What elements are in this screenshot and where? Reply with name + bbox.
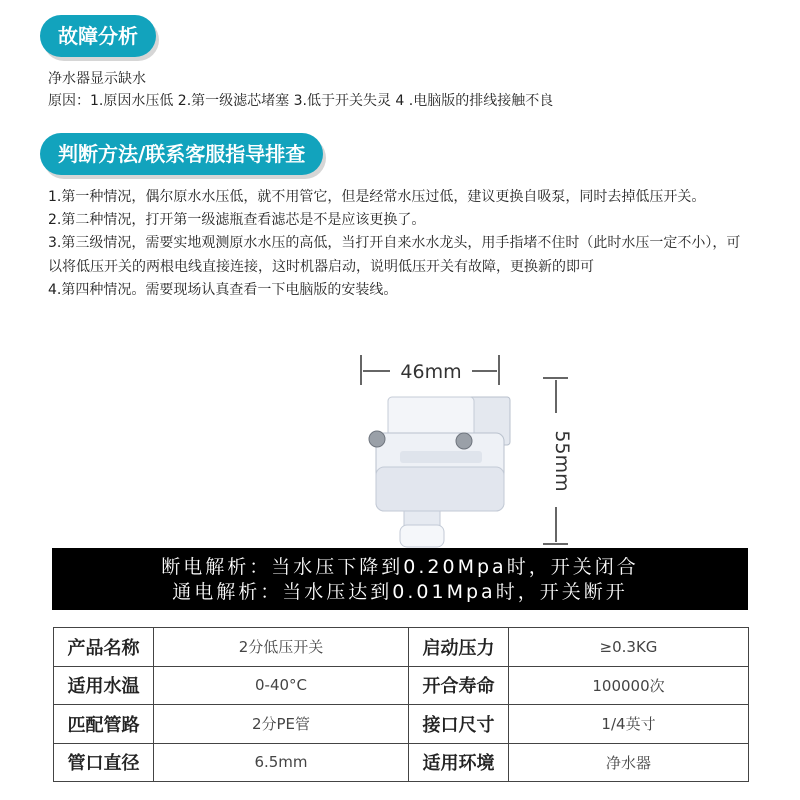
spec-table [53, 627, 749, 782]
step-item: 3.第三级情况，需要实地观测原水水压的高低，当打开自来水水龙头，用手指堵不住时（此时水压一定不小），可以将低压开关的两根电线直接连接，这时机器启动，说明低压开关有故障，更换新的即可 [48, 235, 741, 275]
spec-key: 匹配管路 [54, 705, 154, 744]
pressure-switch-illustration [340, 355, 580, 550]
section-title-diagnosis: 判断方法/联系客服指导排查 [40, 133, 323, 175]
spec-key: 接口尺寸 [409, 705, 509, 744]
spec-value: 2分低压开关 [154, 628, 409, 667]
spec-value: 1/4英寸 [509, 705, 749, 744]
width-dimension [361, 355, 499, 385]
step-item: 2.第二种情况，打开第一级滤瓶查看滤芯是不是应该更换了。 [48, 212, 426, 229]
spec-value: 100000次 [509, 666, 749, 705]
section-title-fault-analysis: 故障分析 [40, 15, 156, 57]
table-row [54, 666, 749, 705]
step-item: 1.第一种情况，偶尔原水水压低，就不用管它，但是经常水压过低，建议更换自吸泵，同时去掉低压开关。 [48, 189, 706, 205]
height-dimension [543, 378, 573, 544]
power-off-explanation: 断电解析：当水压下降到0.20Mpa时，开关闭合 [161, 556, 639, 578]
spec-key: 启动压力 [409, 628, 509, 667]
spec-key: 开合寿命 [409, 666, 509, 705]
fault-symptom: 净水器显示缺水 [48, 71, 146, 87]
step-item: 4.第四种情况。需要现场认真查看一下电脑版的安装线。 [48, 281, 398, 298]
table-row [54, 743, 749, 782]
pressure-switch-svg [340, 355, 580, 550]
width-label: 46mm [400, 361, 462, 383]
power-on-explanation: 通电解析：当水压达到0.01Mpa时，开关断开 [172, 581, 628, 603]
spec-key: 产品名称 [54, 628, 154, 667]
spec-value: 净水器 [509, 743, 749, 782]
spec-value: 2分PE管 [154, 705, 409, 744]
spec-value: 6.5mm [154, 743, 409, 782]
spec-key: 适用水温 [54, 666, 154, 705]
diagnosis-steps [48, 186, 754, 302]
table-row [54, 628, 749, 667]
fault-cause: 原因：1.原因水压低 2.第一级滤芯堵塞 3.低于开关失灵 4 .电脑版的排线接触不良 [48, 93, 554, 109]
height-label: 55mm [551, 430, 573, 492]
table-row [54, 705, 749, 744]
spec-value: ≥0.3KG [509, 628, 749, 667]
pressure-explanation-banner [52, 548, 748, 610]
spec-key: 适用环境 [409, 743, 509, 782]
switch-body [369, 397, 510, 547]
spec-value: 0-40°C [154, 666, 409, 705]
spec-key: 管口直径 [54, 743, 154, 782]
